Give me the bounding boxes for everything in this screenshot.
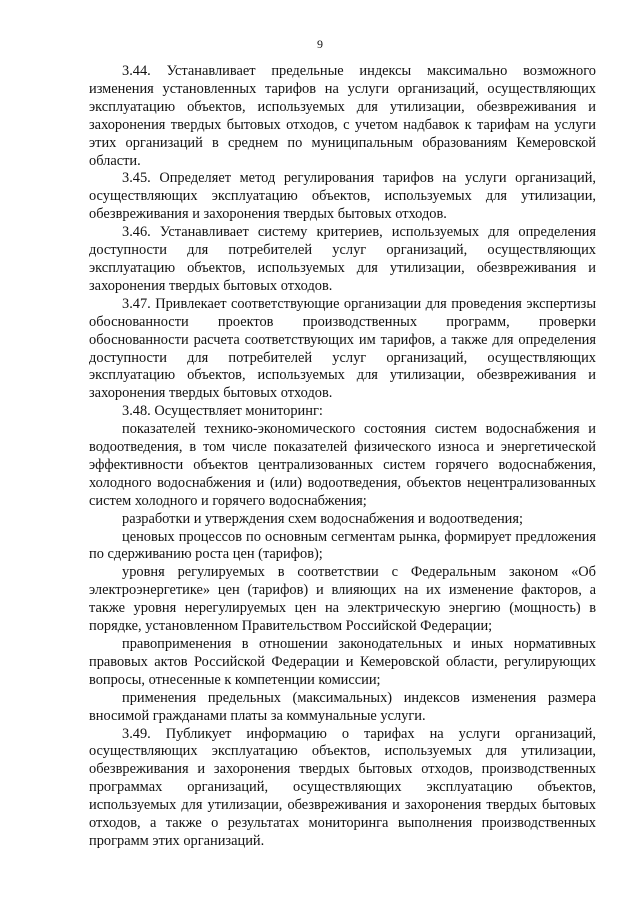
paragraph-3-47: 3.47. Привлекает соответствующие организации для проведения экспертизы обоснованности проектов производственных программ, проверки обоснованности расчета соответствующих им тарифов, а также для определения доступности для потребителей услуг организаций, осуществляющих эксплуатацию объектов, используемых для утилизации, обезвреживания и захоронения твердых бытовых отходов.: [89, 295, 596, 402]
monitoring-item-schemes: разработки и утверждения схем водоснабжения и водоотведения;: [122, 510, 524, 527]
paragraph-3-49: 3.49. Публикует информацию о тарифах на услуги организаций, осуществляющих эксплуатацию объектов, используемых для утилизации, обезвреживания и захоронения твердых бытовых отходов, производственных программах организаций, осуществляющих эксплуатацию объектов, используемых для утилизации, обезвреживания и захоронения твердых бытовых отходов, а также о результатах мониторинга выполнения производственных программ этих организаций.: [89, 725, 596, 849]
paragraph-3-44: 3.44. Устанавливает предельные индексы максимально возможного изменения установленных тарифов на услуги организаций, осуществляющих эксплуатацию объектов, используемых для утилизации, обезвреживания и захоронения твердых бытовых отходов, с учетом надбавок к тарифам на услуги этих организаций в среднем по муниципальным образованиям Кемеровской области.: [89, 63, 596, 169]
page-number: 9: [317, 37, 323, 51]
paragraph-3-45: 3.45. Определяет метод регулирования тарифов на услуги организаций, осуществляющих эксплуатацию объектов, используемых для утилизации, обезвреживания и захоронения твердых бытовых отходов.: [89, 170, 596, 223]
document-body: [89, 63, 596, 851]
monitoring-item-technical-state: показателей технико-экономического состояния систем водоснабжения и водоотведения, в том числе показателей физического износа и энергетической эффективности объектов централизованных систем горячего водоснабжения, холодного водоснабжения и (или) водоотведения, объектов нецентрализованных систем холодного и горячего водоснабжения;: [89, 421, 596, 509]
monitoring-item-price-processes: ценовых процессов по основным сегментам рынка, формирует предложения по сдерживанию роста цен (тарифов);: [89, 528, 596, 563]
monitoring-item-utility-fee-indexes: применения предельных (максимальных) индексов изменения размера вносимой гражданами платы за коммунальные услуги.: [89, 689, 596, 724]
monitoring-item-electricity-prices: уровня регулируемых в соответствии с Федеральным законом «Об электроэнергетике» цен (тарифов) и влияющих на их изменение факторов, а также уровня нерегулируемых цен на электрическую энергию (мощность) в порядке, установленном Правительством Российской Федерации;: [89, 564, 596, 635]
paragraph-3-48-heading: 3.48. Осуществляет мониторинг:: [122, 403, 323, 420]
paragraph-3-46: 3.46. Устанавливает систему критериев, используемых для определения доступности для потребителей услуг организаций, осуществляющих эксплуатацию объектов, используемых для утилизации, обезвреживания и захоронения твердых бытовых отходов.: [89, 224, 596, 294]
monitoring-item-law-enforcement: правоприменения в отношении законодательных и иных нормативных правовых актов Российской Федерации и Кемеровской области, регулирующих вопросы, отнесенные к компетенции комиссии;: [89, 636, 596, 688]
